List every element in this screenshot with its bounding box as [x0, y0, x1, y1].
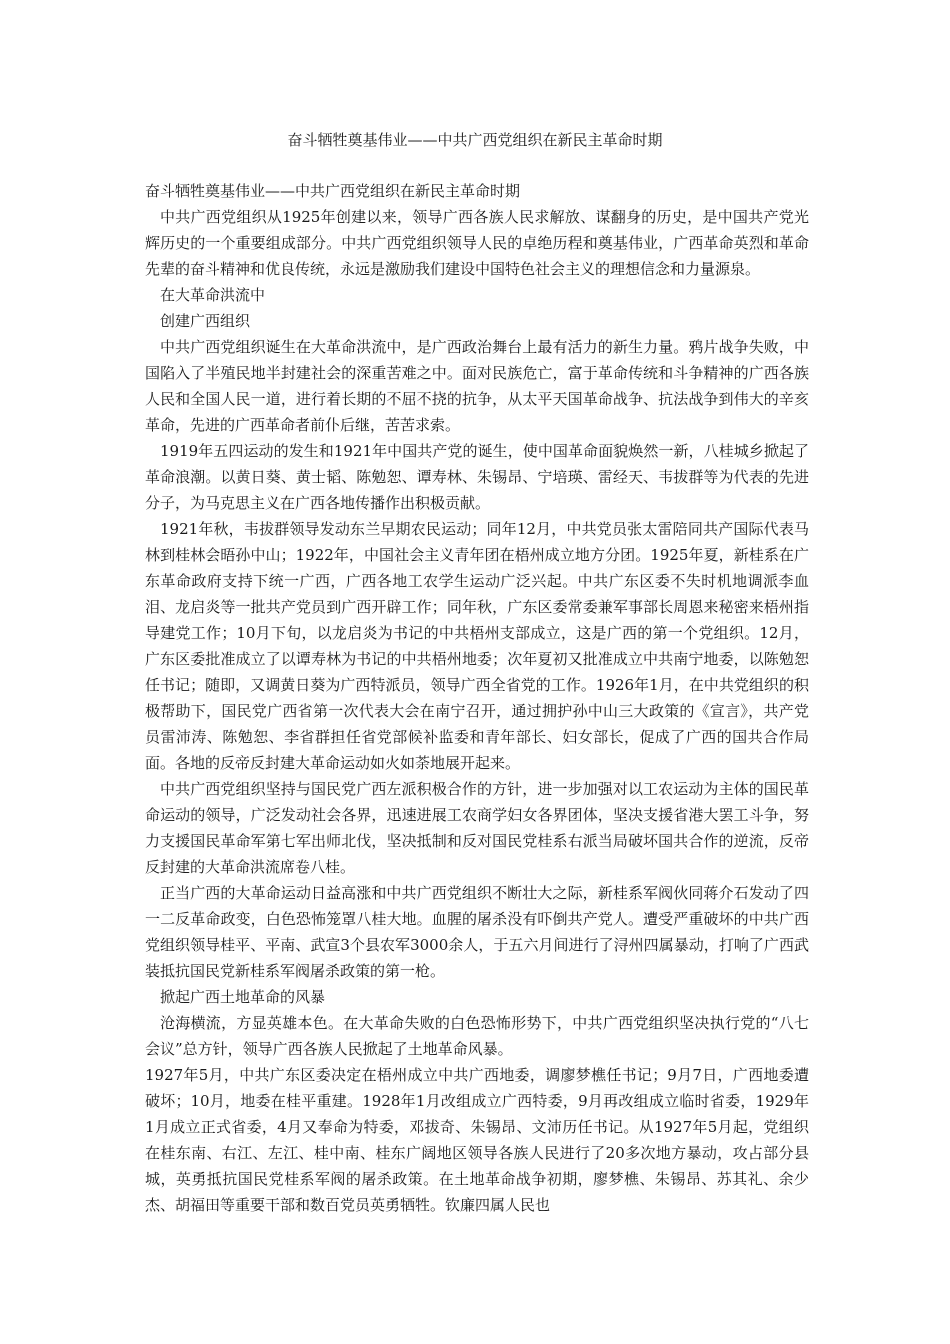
paragraph: 正当广西的大革命运动日益高涨和中共广西党组织不断壮大之际，新桂系军阀伙同蒋介石发动了四一二反革命政变，白色恐怖笼罩八桂大地。血腥的屠杀没有吓倒共产党人。遭受严重破坏的中共广西党组织领导桂平、平南、武宣3个县农军3000余人，于五六月间进行了浔州四属暴动，打响了广西武装抵抗国民党新桂系军阀屠杀政策的第一枪。 — [145, 884, 809, 980]
paragraph: 中共广西党组织诞生在大革命洪流中，是广西政治舞台上最有活力的新生力量。鸦片战争失败，中国陷入了半殖民地半封建社会的深重苦难之中。面对民族危亡，富于革命传统和斗争精神的广西各族人民和全国人民一道，进行着长期的不屈不挠的抗争，从太平天国革命战争、抗法战争到伟大的辛亥革命，先进的广西革命者前仆后继，苦苦求索。 — [145, 338, 809, 434]
paragraph: 中共广西党组织从1925年创建以来，领导广西各族人民求解放、谋翻身的历史，是中国共产党光辉历史的一个重要组成部分。中共广西党组织领导人民的卓绝历程和奠基伟业，广西革命英烈和革命先辈的奋斗精神和优良传统，永远是激励我们建设中国特色社会主义的理想信念和力量源泉。 — [145, 208, 809, 278]
paragraph: 掀起广西土地革命的风暴 — [160, 988, 326, 1006]
paragraph: 1921年秋，韦拔群领导发动东兰早期农民运动；同年12月，中共党员张太雷陪同共产国际代表马林到桂林会晤孙中山；1922年，中国社会主义青年团在梧州成立地方分团。1925年夏，新桂系在广东革命政府支持下统一广西，广西各地工农学生运动广泛兴起。中共广东区委不失时机地调派李血泪、龙启炎等一批共产党员到广西开辟工作；同年秋，广东区委常委兼军事部长周恩来秘密来梧州指导建党工作；10月下旬，以龙启炎为书记的中共梧州支部成立，这是广西的第一个党组织。12月，广东区委批准成立了以谭寿林为书记的中共梧州地委；次年夏初又批准成立中共南宁地委，以陈勉恕任书记；随即，又调黄日葵为广西特派员，领导广西全省党的工作。1926年1月，在中共党组织的积极帮助下，国民党广西省第一次代表大会在南宁召开，通过拥护孙中山三大政策的《宣言》，共产党员雷沛涛、陈勉恕、李省群担任省党部候补监委和青年部长、妇女部长，促成了广西的国共合作局面。各地的反帝反封建大革命运动如火如荼地展开起来。 — [145, 520, 809, 772]
paragraph: 奋斗牺牲奠基伟业——中共广西党组织在新民主革命时期 — [145, 182, 521, 200]
paragraph: 在大革命洪流中 — [160, 286, 266, 304]
paragraph: 中共广西党组织坚持与国民党广西左派积极合作的方针，进一步加强对以工农运动为主体的国民革命运动的领导，广泛发动社会各界，迅速进展工农商学妇女各界团体，坚决支援省港大罢工斗争，努力支援国民革命军第七军出师北伐，坚决抵制和反对国民党桂系右派当局破坏国共合作的逆流，反帝反封建的大革命洪流席卷八桂。 — [145, 780, 809, 876]
paragraph: 1919年五四运动的发生和1921年中国共产党的诞生，使中国革命面貌焕然一新，八桂城乡掀起了革命浪潮。以黄日葵、黄士韬、陈勉恕、谭寿林、朱锡昂、宁培瑛、雷经天、韦拔群等为代表的先进分子，为马克思主义在广西各地传播作出积极贡献。 — [145, 442, 809, 512]
paragraph: 创建广西组织 — [160, 312, 251, 330]
document-title: 奋斗牺牲奠基伟业——中共广西党组织在新民主革命时期 — [287, 131, 663, 149]
document-body — [145, 178, 809, 1218]
paragraph: 沧海横流，方显英雄本色。在大革命失败的白色恐怖形势下，中共广西党组织坚决执行党的“八七会议”总方针，领导广西各族人民掀起了土地革命风暴。 — [145, 1014, 809, 1058]
paragraph: 1927年5月，中共广东区委决定在梧州成立中共广西地委，调廖梦樵任书记；9月7日，广西地委遭破坏；10月，地委在桂平重建。1928年1月改组成立广西特委，9月再改组成立临时省委，1929年1月成立正式省委，4月又奉命为特委，邓拔奇、朱锡昂、文沛历任书记。从1927年5月起，党组织在桂东南、右江、左江、桂中南、桂东广阔地区领导各族人民进行了20多次地方暴动，攻占部分县城，英勇抵抗国民党桂系军阀的屠杀政策。在土地革命战争初期，廖梦樵、朱锡昂、苏其礼、余少杰、胡福田等重要干部和数百党员英勇牺牲。钦廉四属人民也 — [145, 1066, 809, 1214]
